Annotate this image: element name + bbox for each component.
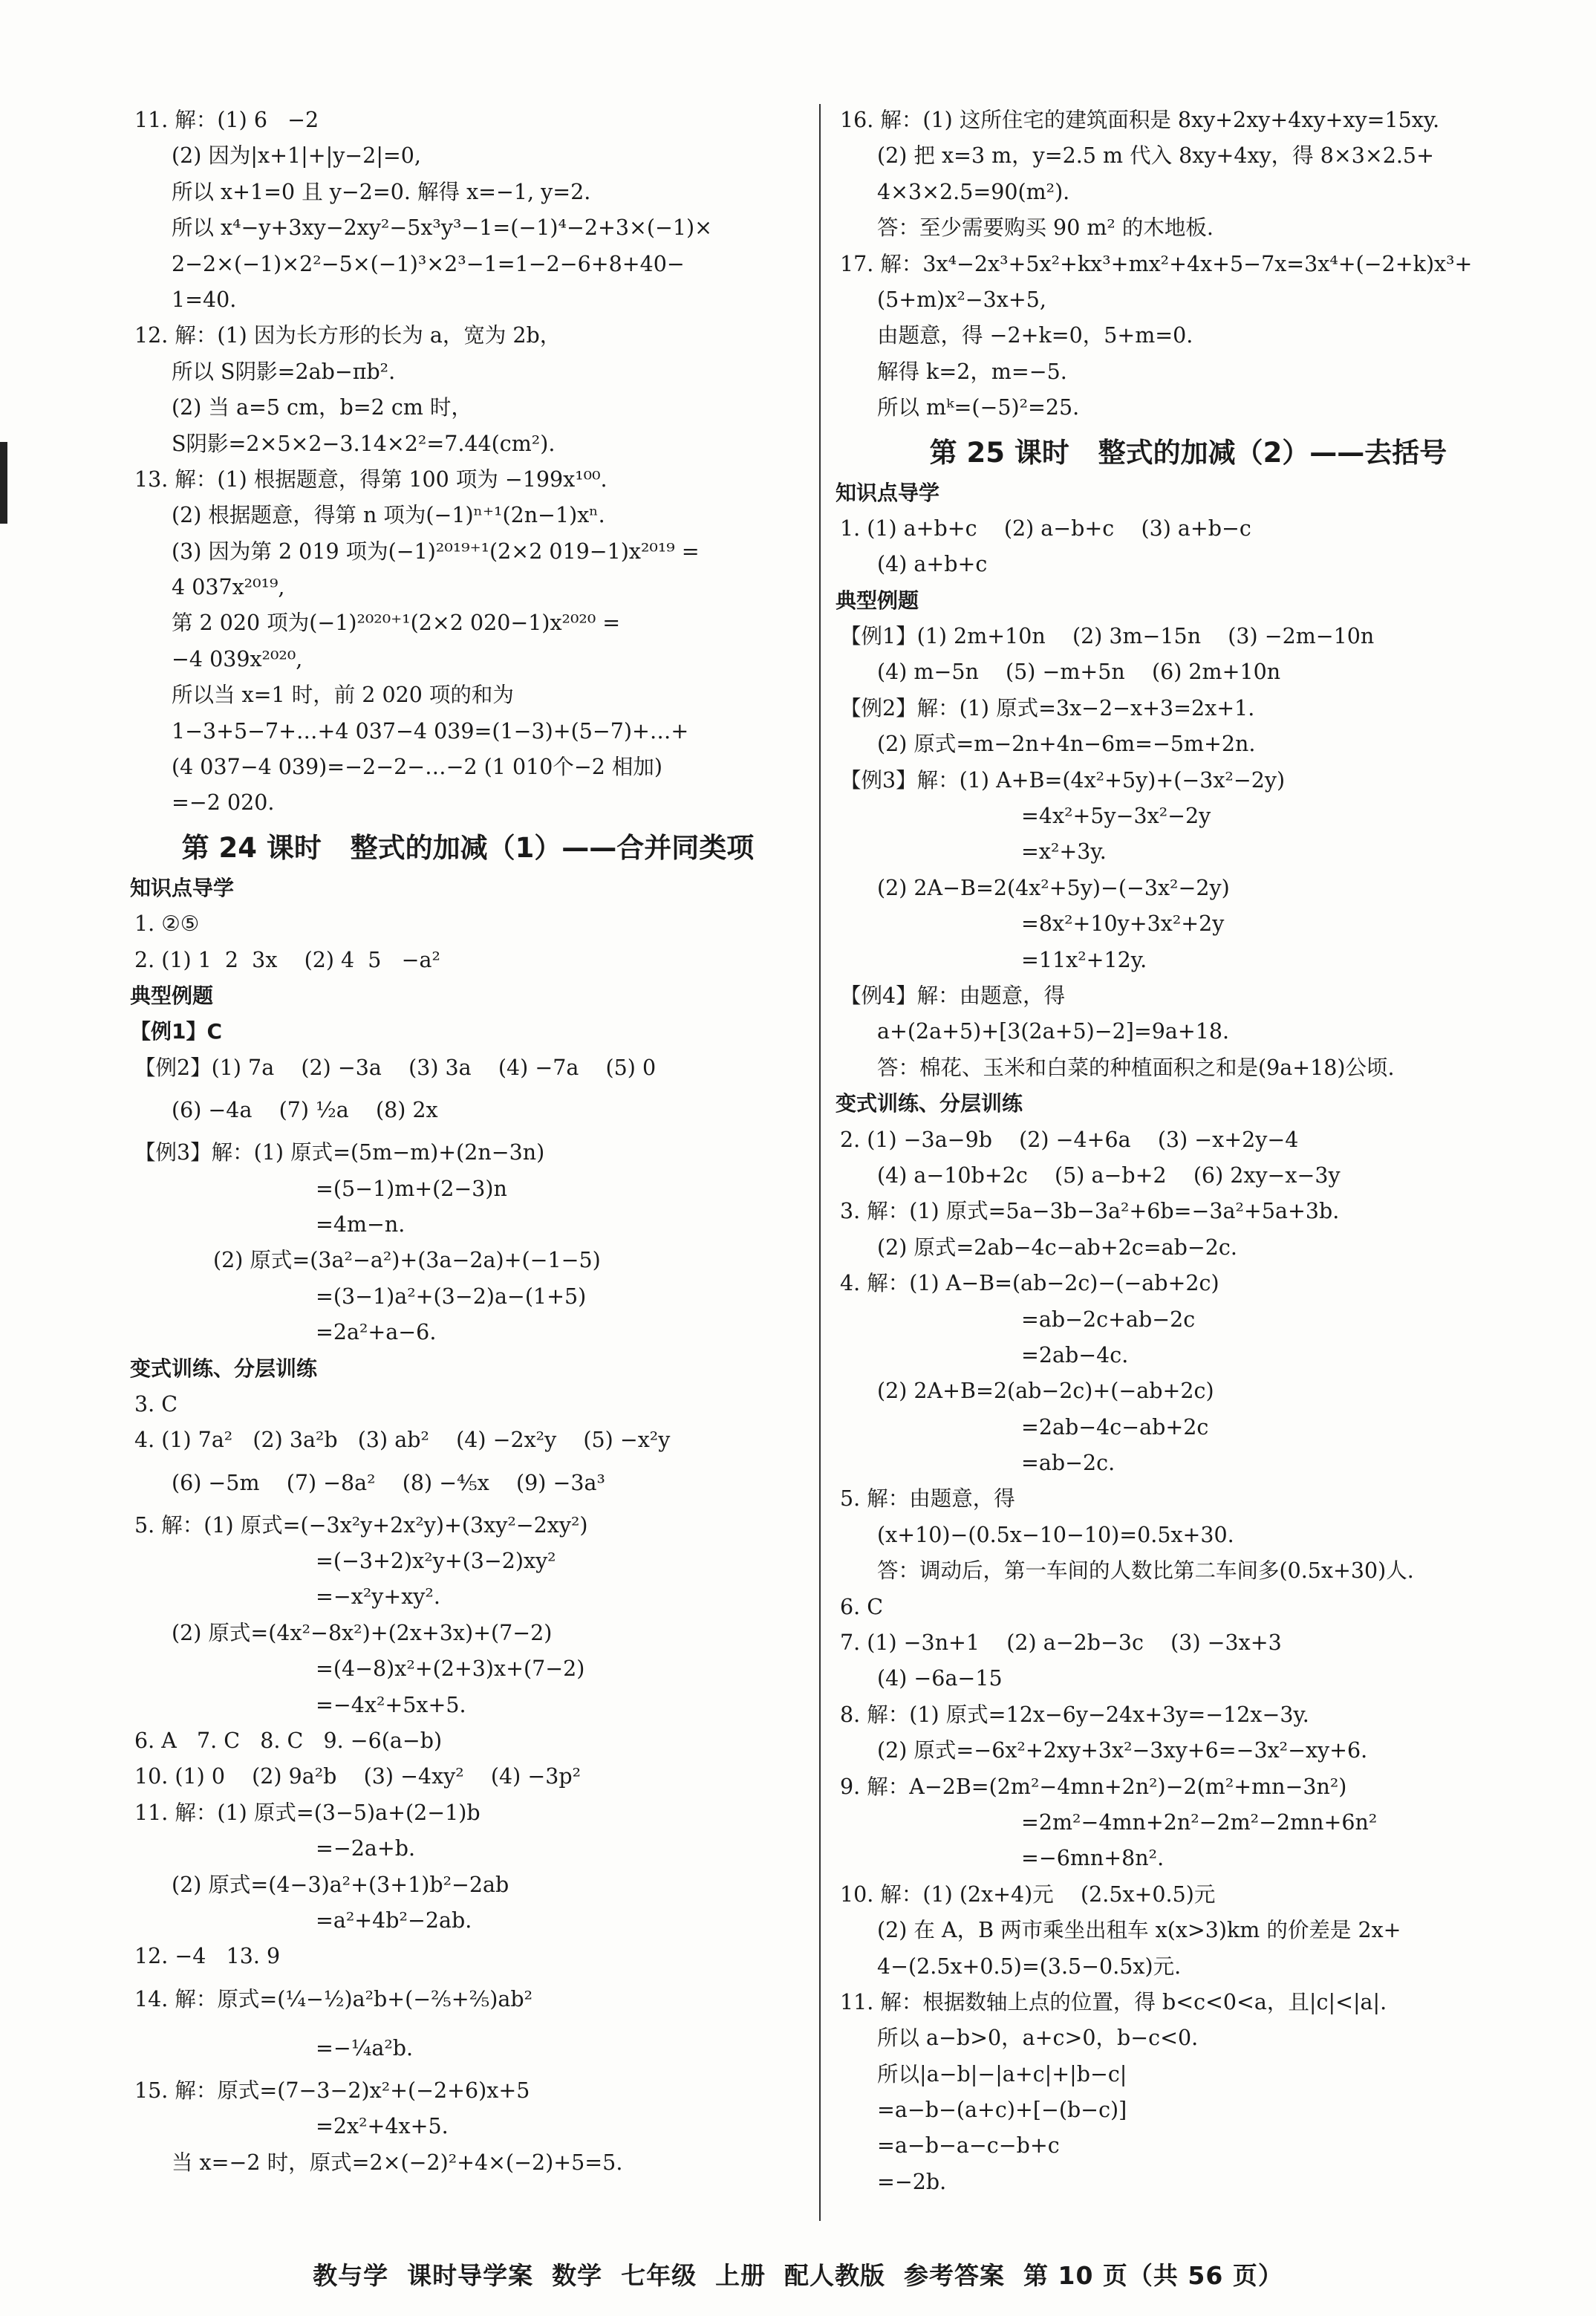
answer-line: 【例2】解：(1) 原式=3x−2−x+3=2x+1.: [840, 695, 1255, 721]
answer-line: (4) −6a−15: [877, 1666, 1003, 1691]
answer-line: 1−3+5−7+…+4 037−4 039=(1−3)+(5−7)+…+: [172, 718, 689, 744]
answer-line: 2. (1) −3a−9b (2) −4+6a (3) −x+2y−4: [840, 1127, 1299, 1152]
answer-line: =2a²+a−6.: [316, 1320, 437, 1345]
answer-line: (6) −5m (7) −8a² (8) −⅘x (9) −3a³: [172, 1470, 605, 1495]
answer-line: 11. 解：根据数轴上点的位置，得 b<c<0<a，且|c|<|a|.: [840, 1989, 1387, 2014]
answer-line: 1=40.: [172, 287, 237, 312]
answer-line: 当 x=−2 时，原式=2×(−2)²+4×(−2)+5=5.: [172, 2150, 623, 2175]
answer-line: 11. 解：(1) 原式=(3−5)a+(2−1)b: [134, 1800, 481, 1825]
answer-line: 6. A 7. C 8. C 9. −6(a−b): [134, 1728, 443, 1754]
answer-line: (2) 把 x=3 m，y=2.5 m 代入 8xy+4xy，得 8×3×2.5+: [877, 143, 1434, 169]
answer-line: =ab−2c+ab−2c: [1021, 1307, 1196, 1332]
answer-line: (2) 在 A，B 两市乘坐出租车 x(x>3)km 的价差是 2x+: [877, 1918, 1401, 1943]
answer-line: (5+m)x²−3x+5,: [877, 287, 1046, 312]
answer-line: (4) a+b+c: [877, 552, 988, 577]
answer-line: 3. C: [134, 1391, 178, 1416]
answer-line: (2) 因为|x+1|+|y−2|=0,: [172, 143, 421, 169]
answer-line: =−6mn+8n².: [1021, 1846, 1165, 1871]
answer-line: =(3−1)a²+(3−2)a−(1+5): [316, 1284, 587, 1309]
answer-line: (2) 当 a=5 cm，b=2 cm 时，: [172, 395, 472, 420]
answer-line: =(4−8)x²+(2+3)x+(7−2): [316, 1656, 585, 1682]
answer-line: 5. 解：由题意，得: [840, 1486, 1015, 1512]
answer-line: (6) −4a (7) ½a (8) 2x: [172, 1098, 438, 1123]
section-heading: 知识点导学: [836, 480, 940, 505]
answer-line: =11x²+12y.: [1021, 947, 1147, 972]
answer-line: 15. 解：原式=(7−3−2)x²+(−2+6)x+5: [134, 2078, 530, 2103]
answer-line: 4. (1) 7a² (2) 3a²b (3) ab² (4) −2x²y (5) −x²y: [134, 1428, 671, 1453]
answer-line: 【例4】解：由题意，得: [840, 983, 1066, 1008]
column-divider: [819, 104, 821, 2221]
answer-line: =(−3+2)x²y+(3−2)xy²: [316, 1549, 556, 1574]
answer-line: (2) 原式=2ab−4c−ab+2c=ab−2c.: [877, 1235, 1237, 1260]
answer-line: (2) 2A+B=2(ab−2c)+(−ab+2c): [877, 1379, 1214, 1404]
answer-line: 8. 解：(1) 原式=12x−6y−24x+3y=−12x−3y.: [840, 1702, 1309, 1727]
section-heading: 变式训练、分层训练: [836, 1091, 1023, 1116]
answer-line: 5. 解：(1) 原式=(−3x²y+2x²y)+(3xy²−2xy²): [134, 1512, 588, 1538]
answer-line: 6. C: [840, 1594, 884, 1619]
answer-line: 所以 S阴影=2ab−πb².: [172, 359, 396, 384]
answer-line: S阴影=2×5×2−3.14×2²=7.44(cm²).: [172, 431, 556, 456]
answer-line: 12. −4 13. 9: [134, 1944, 281, 1969]
answer-line: 解得 k=2，m=−5.: [877, 359, 1067, 384]
answer-line: (3) 因为第 2 019 项为(−1)²⁰¹⁹⁺¹(2×2 019−1)x²⁰¹⁹ =: [172, 539, 700, 564]
answer-line: =a−b−a−c−b+c: [877, 2133, 1060, 2159]
answer-line: 1. (1) a+b+c (2) a−b+c (3) a+b−c: [840, 515, 1251, 541]
answer-line: =8x²+10y+3x²+2y: [1021, 911, 1225, 937]
answer-line: =−4x²+5x+5.: [316, 1692, 466, 1717]
answer-line: =2x²+4x+5.: [316, 2114, 449, 2139]
section-heading: 典型例题: [130, 983, 214, 1008]
answer-line: =a−b−(a+c)+[−(b−c)]: [877, 2098, 1127, 2123]
answer-line: =4m−n.: [316, 1211, 405, 1237]
answer-line: 所以 a−b>0，a+c>0，b−c<0.: [877, 2026, 1199, 2051]
answer-line: =−¼a²b.: [316, 2035, 414, 2060]
answer-line: 2−2×(−1)×2²−5×(−1)³×2³−1=1−2−6+8+40−: [172, 251, 685, 276]
answer-line: 所以 mᵏ=(−5)²=25.: [877, 395, 1080, 420]
answer-line: a+(2a+5)+[3(2a+5)−2]=9a+18.: [877, 1019, 1230, 1044]
answer-line: 【例3】解：(1) A+B=(4x²+5y)+(−3x²−2y): [840, 767, 1286, 793]
answer-line: 16. 解：(1) 这所住宅的建筑面积是 8xy+2xy+4xy+xy=15xy.: [840, 108, 1440, 132]
answer-line: 13. 解：(1) 根据题意，得第 100 项为 −199x¹⁰⁰.: [134, 466, 608, 492]
answer-line: =(5−1)m+(2−3)n: [316, 1176, 507, 1201]
section-heading: 变式训练、分层训练: [130, 1356, 318, 1381]
answer-line: −4 039x²⁰²⁰,: [172, 646, 303, 671]
left-column: [130, 103, 806, 2181]
answer-line: 4×3×2.5=90(m²).: [877, 179, 1070, 204]
section-title: 第 25 课时 整式的加减（2）——去括号: [929, 436, 1447, 469]
answer-line: 17. 解：3x⁴−2x³+5x²+kx³+mx²+4x+5−7x=3x⁴+(−2+k)x³+: [840, 251, 1473, 276]
answer-line: =4x²+5y−3x²−2y: [1021, 804, 1211, 829]
answer-line: (2) 2A−B=2(4x²+5y)−(−3x²−2y): [877, 875, 1230, 900]
section-heading: 【例1】C: [130, 1019, 223, 1044]
answer-line: 9. 解：A−2B=(2m²−4mn+2n²)−2(m²+mn−3n²): [840, 1774, 1347, 1799]
answer-line: =a²+4b²−2ab.: [316, 1907, 472, 1933]
answer-line: =−2 020.: [172, 790, 275, 816]
right-column: [836, 103, 1541, 2200]
answer-line: 10. 解：(1) (2x+4)元 (2.5x+0.5)元: [840, 1881, 1216, 1907]
answer-line: 4 037x²⁰¹⁹,: [172, 575, 285, 600]
answer-line: (4) a−10b+2c (5) a−b+2 (6) 2xy−x−3y: [877, 1162, 1341, 1188]
answer-line: 答：调动后，第一车间的人数比第二车间多(0.5x+30)人.: [877, 1558, 1414, 1584]
answer-line: 第 2 020 项为(−1)²⁰²⁰⁺¹(2×2 020−1)x²⁰²⁰ =: [172, 611, 621, 636]
answer-line: 【例1】(1) 2m+10n (2) 3m−15n (3) −2m−10n: [840, 624, 1375, 649]
answer-line: 3. 解：(1) 原式=5a−3b−3a²+6b=−3a²+5a+3b.: [840, 1199, 1340, 1224]
answer-line: 所以 x⁴−y+3xy−2xy²−5x³y³−1=(−1)⁴−2+3×(−1)×: [172, 215, 712, 241]
answer-line: 4−(2.5x+0.5)=(3.5−0.5x)元.: [877, 1954, 1182, 1979]
section-heading: 知识点导学: [130, 875, 235, 900]
answer-line: 11. 解：(1) 6 −2: [134, 108, 319, 132]
answer-line: 所以当 x=1 时，前 2 020 项的和为: [172, 683, 514, 708]
answer-line: (2) 原式=m−2n+4n−6m=−5m+2n.: [877, 732, 1256, 757]
answer-line: 4. 解：(1) A−B=(ab−2c)−(−ab+2c): [840, 1271, 1219, 1296]
page-edge-mark: [0, 442, 7, 524]
answer-line: (x+10)−(0.5x−10−10)=0.5x+30.: [877, 1522, 1234, 1547]
answer-line: =−2b.: [877, 2169, 947, 2194]
answer-line: (2) 原式=(4x²−8x²)+(2x+3x)+(7−2): [172, 1620, 553, 1645]
answer-line: 10. (1) 0 (2) 9a²b (3) −4xy² (4) −3p²: [134, 1764, 582, 1789]
answer-line: 2. (1) 1 2 3x (2) 4 5 −a²: [134, 947, 440, 972]
section-heading: 典型例题: [836, 588, 919, 613]
answer-line: 所以 x+1=0 且 y−2=0. 解得 x=−1, y=2.: [172, 179, 591, 204]
section-title: 第 24 课时 整式的加减（1）——合并同类项: [181, 831, 755, 864]
answer-line: (2) 根据题意，得第 n 项为(−1)ⁿ⁺¹(2n−1)xⁿ.: [172, 503, 605, 528]
answer-line: =−x²y+xy².: [316, 1584, 440, 1610]
answer-line: 【例2】(1) 7a (2) −3a (3) 3a (4) −7a (5) 0: [134, 1055, 657, 1080]
answer-line: 答：棉花、玉米和白菜的种植面积之和是(9a+18)公顷.: [877, 1055, 1395, 1080]
answer-line: =x²+3y.: [1021, 839, 1107, 865]
answer-line: 答：至少需要购买 90 m² 的木地板.: [877, 215, 1214, 241]
answer-line: (4) m−5n (5) −m+5n (6) 2m+10n: [877, 660, 1281, 685]
answer-line: 1. ②⑤: [134, 911, 200, 937]
answer-line: =2ab−4c−ab+2c: [1021, 1414, 1209, 1440]
answer-line: 12. 解：(1) 因为长方形的长为 a，宽为 2b，: [134, 323, 561, 348]
answer-line: (2) 原式=−6x²+2xy+3x²−3xy+6=−3x²−xy+6.: [877, 1738, 1368, 1763]
answer-line: 7. (1) −3n+1 (2) a−2b−3c (3) −3x+3: [840, 1630, 1282, 1656]
answer-line: 14. 解：原式=(¼−½)a²b+(−⅖+⅖)ab²: [134, 1986, 533, 2011]
answer-line: 【例3】解：(1) 原式=(5m−m)+(2n−3n): [134, 1140, 545, 1165]
answer-line: (2) 原式=(3a²−a²)+(3a−2a)+(−1−5): [213, 1248, 601, 1273]
page-footer: 教与学 课时导学案 数学 七年级 上册 配人教版 参考答案 第 10 页（共 56 页）: [313, 2261, 1283, 2290]
answer-line: =ab−2c.: [1021, 1451, 1115, 1476]
answer-line: (4 037−4 039)=−2−2−…−2 (1 010个−2 相加): [172, 755, 663, 780]
answer-line: =−2a+b.: [316, 1836, 416, 1861]
answer-line: 所以|a−b|−|a+c|+|b−c|: [877, 2061, 1127, 2086]
answer-line: =2ab−4c.: [1021, 1342, 1129, 1367]
answer-line: 由题意，得 −2+k=0，5+m=0.: [877, 323, 1193, 348]
answer-line: (2) 原式=(4−3)a²+(3+1)b²−2ab: [172, 1872, 509, 1897]
answer-line: =2m²−4mn+2n²−2m²−2mn+6n²: [1021, 1809, 1378, 1835]
